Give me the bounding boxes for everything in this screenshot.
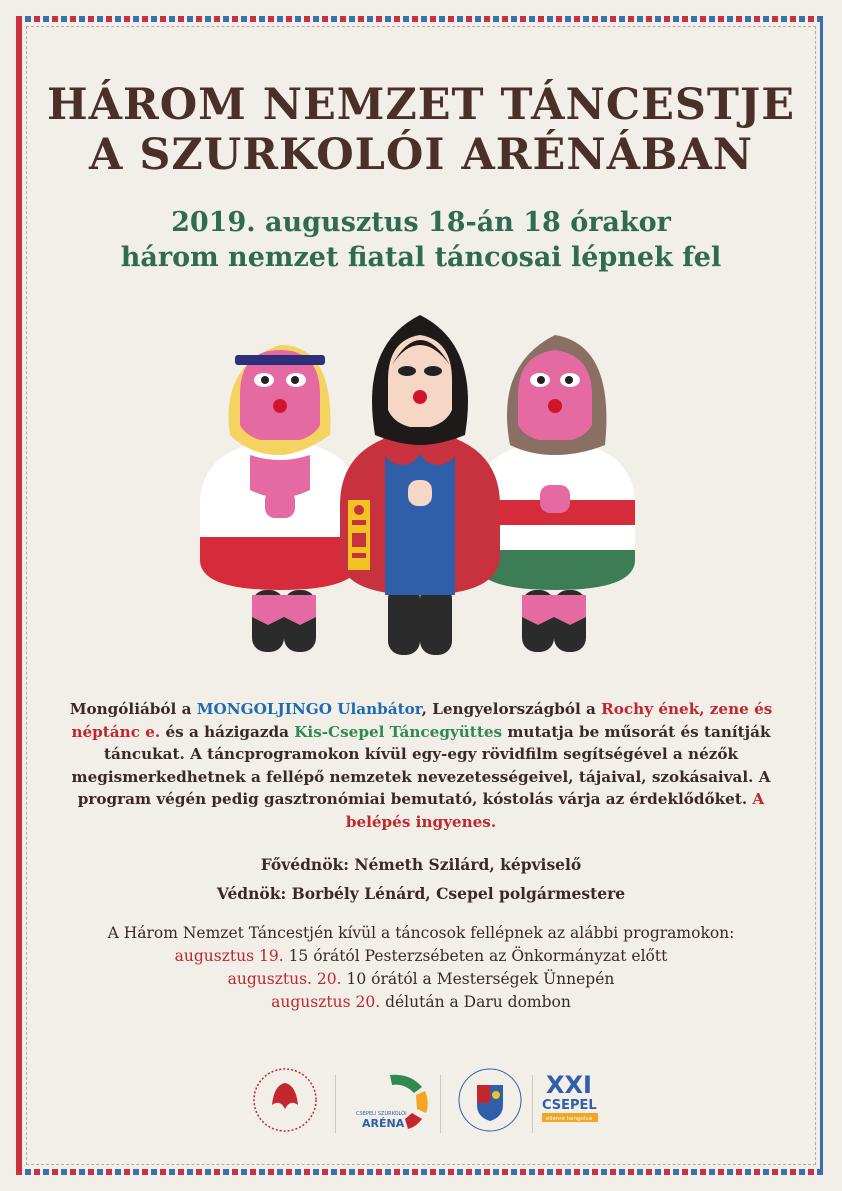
program-item — [0, 968, 842, 991]
other-programs — [0, 922, 842, 1014]
desc-text-1: Mongóliából a — [69, 700, 197, 718]
csepel-coat-of-arms-logo — [455, 1065, 525, 1135]
program-item — [0, 991, 842, 1014]
event-date: 2019. augusztus 18-án 18 órakor — [171, 207, 671, 238]
desc-text-2: , Lengyelországból a — [421, 700, 602, 718]
logo-separator — [532, 1075, 533, 1133]
desc-text-3: és a házigazda — [160, 722, 295, 741]
three-dancers-illustration — [180, 305, 660, 665]
mongolian-dancer-figure — [340, 315, 500, 655]
title-line-2: A SZURKOLÓI ARÉNÁBAN — [88, 130, 753, 180]
desc-text-4: mutatja be műsorát és tanítják táncukat. A táncprogramokon kívül egy-egy rövidfilm segítségével a nézők megismerkedhetnek a fellépő nemzetek nevezetességeivel, tájaival, szokásaival. A program végén pedig gasztronómiai bemutató, kóstolás várja az érdeklődőket. — [71, 722, 771, 808]
mongoljingo-ensemble: MONGOLJINGO Ulanbátor — [196, 700, 422, 718]
program-details: 10 órától a Mesterségek Ünnepén — [341, 970, 615, 988]
event-tagline: három nemzet fiatal táncosai lépnek fel — [120, 242, 722, 273]
chief-patron: Fővédnök: Németh Szilárd, képviselő — [260, 855, 582, 874]
free-entry-note: A belépés ingyenes. — [345, 790, 765, 831]
program-date: augusztus 20. — [271, 993, 381, 1011]
kis-csepel-ensemble: Kis-Csepel Táncegyüttes — [294, 722, 503, 741]
rochy-ensemble: Rochy ének, zene és néptánc e. — [71, 700, 773, 741]
programs-intro: A Három Nemzet Táncestjén kívül a táncosok fellépnek az alábbi programokon: — [107, 924, 735, 942]
xxi-label: XXI — [546, 1071, 592, 1099]
csepel-label: CSEPEL — [542, 1098, 597, 1113]
title-line-1: HÁROM NEMZET TÁNCESTJE — [46, 80, 796, 130]
sponsor-logos — [240, 1065, 610, 1140]
logo-separator — [440, 1075, 441, 1133]
arena-label: ARÉNA — [362, 1117, 405, 1130]
program-details: délután a Daru dombon — [380, 993, 571, 1011]
csepel-tagline: ellenre hangolva — [546, 1116, 592, 1122]
program-details: 15 órától Pesterzsébeten az Önkormányzat előtt — [283, 947, 668, 965]
program-date: augusztus. 20. — [227, 970, 342, 988]
event-subtitle — [0, 205, 842, 275]
logo-separator — [335, 1075, 336, 1133]
event-description — [60, 698, 782, 833]
arena-small-label: CSEPELI SZURKOLÓI — [356, 1111, 407, 1117]
program-item — [0, 945, 842, 968]
csepel-xxi-logo — [540, 1065, 605, 1135]
arena-logo — [350, 1065, 430, 1135]
folk-association-seal-logo — [250, 1065, 320, 1135]
patron: Védnök: Borbély Lénárd, Csepel polgármestere — [216, 884, 626, 903]
program-date: augusztus 19. — [174, 947, 284, 965]
polish-dancer-figure — [200, 345, 360, 652]
poster-title — [0, 80, 842, 180]
